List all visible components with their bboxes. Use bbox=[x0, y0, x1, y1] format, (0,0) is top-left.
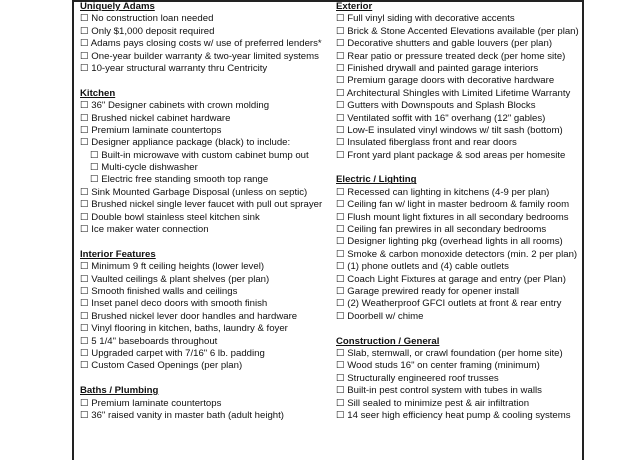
checklist-item: ☐ Garage prewired ready for opener install bbox=[336, 285, 519, 297]
checklist-item: ☐ (2) Weatherproof GFCI outlets at front & rear entry bbox=[336, 298, 562, 310]
checklist-item: ☐ Finished drywall and painted garage interiors bbox=[336, 62, 539, 74]
checklist-item: ☐ Upgraded carpet with 7/16" 6 lb. padding bbox=[80, 347, 265, 359]
checklist-item: ☐ Custom Cased Openings (per plan) bbox=[80, 360, 243, 372]
checklist-item: ☐ Brushed nickel lever door handles and hardware bbox=[80, 310, 298, 322]
section-heading: Uniquely Adams bbox=[80, 1, 155, 12]
checklist-item: ☐ Front yard plant package & sod areas per homesite bbox=[336, 149, 566, 161]
checklist-item: ☐ Premium garage doors with decorative hardware bbox=[336, 75, 555, 87]
checklist-item: ☐ Smooth finished walls and ceilings bbox=[80, 285, 238, 297]
checklist-item: ☐ Premium laminate countertops bbox=[80, 124, 222, 136]
checklist-item: ☐ 36" Designer cabinets with crown molding bbox=[80, 100, 270, 112]
checklist-item: ☐ Doorbell w/ chime bbox=[336, 310, 424, 322]
checklist-item: ☐ Designer appliance package (black) to include: bbox=[80, 137, 291, 149]
checklist-item: ☐ Designer lighting pkg (overhead lights in all rooms) bbox=[336, 236, 563, 248]
checklist-item: ☐ Structurally engineered roof trusses bbox=[336, 372, 499, 384]
checklist-item: ☐ Brushed nickel single lever faucet with pull out sprayer bbox=[80, 199, 323, 211]
checklist-item: ☐ Rear patio or pressure treated deck (per home site) bbox=[336, 50, 566, 62]
section-exterior bbox=[336, 1, 582, 162]
checklist-item: ☐ Vinyl flooring in kitchen, baths, laundry & foyer bbox=[80, 323, 288, 335]
checklist-item: ☐ Ceiling fan prewires in all secondary bedrooms bbox=[336, 224, 547, 236]
section-kitchen bbox=[80, 88, 332, 237]
checklist-item: ☐ Premium laminate countertops bbox=[80, 397, 222, 409]
checklist-item: ☐ Brushed nickel cabinet hardware bbox=[80, 112, 231, 124]
checklist-item: ☐ Smoke & carbon monoxide detectors (min. 2 per plan) bbox=[336, 248, 578, 260]
checklist-item: ☐ Electric free standing smooth top range bbox=[90, 174, 269, 186]
checklist-item: ☐ Wood studs 16" on center framing (minimum) bbox=[336, 360, 540, 372]
checklist-item: ☐ Double bowl stainless steel kitchen sink bbox=[80, 211, 260, 223]
left-column bbox=[80, 0, 332, 422]
checklist-item: ☐ Insulated fiberglass front and rear doors bbox=[336, 137, 517, 149]
section-electric-lighting bbox=[336, 174, 582, 323]
checklist-item: ☐ Recessed can lighting in kitchens (4-9 per plan) bbox=[336, 186, 550, 198]
checklist-item: ☐ (1) phone outlets and (4) cable outlets bbox=[336, 261, 509, 273]
checklist-item: ☐ Ice maker water connection bbox=[80, 224, 209, 236]
checklist-item: ☐ Minimum 9 ft ceiling heights (lower level) bbox=[80, 261, 265, 273]
section-heading: Interior Features bbox=[80, 248, 156, 260]
checklist-item: ☐ 10-year structural warranty thru Centricity bbox=[80, 62, 268, 74]
section-heading: Exterior bbox=[336, 1, 373, 12]
checklist-item: ☐ Vaulted ceilings & plant shelves (per plan) bbox=[80, 273, 270, 285]
checklist-item: ☐ Ceiling fan w/ light in master bedroom & family room bbox=[336, 199, 570, 211]
checklist-item: ☐ Flush mount light fixtures in all secondary bedrooms bbox=[336, 211, 569, 223]
checklist-item: ☐ 36" raised vanity in master bath (adult height) bbox=[80, 409, 284, 421]
section-heading: Construction / General bbox=[336, 335, 440, 347]
section-interior-features bbox=[80, 249, 332, 373]
section-heading: Baths / Plumbing bbox=[80, 385, 159, 397]
section-gap bbox=[336, 323, 582, 335]
checklist-item: ☐ Gutters with Downspouts and Splash Blocks bbox=[336, 100, 536, 112]
checklist-item: ☐ Low-E insulated vinyl windows w/ tilt sash (bottom) bbox=[336, 124, 563, 136]
section-gap bbox=[80, 373, 332, 385]
checklist-item: ☐ Multi-cycle dishwasher bbox=[90, 162, 198, 174]
checklist-item: ☐ 5 1/4" baseboards throughout bbox=[80, 335, 218, 347]
checklist-item: ☐ Decorative shutters and gable louvers (per plan) bbox=[336, 38, 553, 50]
right-column bbox=[336, 0, 582, 422]
checklist-item: ☐ Slab, stemwall, or crawl foundation (per home site) bbox=[336, 347, 563, 359]
section-uniquely-adams bbox=[80, 1, 332, 75]
checklist-item: ☐ Ventilated soffit with 16" overhang (12" gables) bbox=[336, 112, 546, 124]
checklist-item: ☐ Full vinyl siding with decorative accents bbox=[336, 13, 515, 25]
checklist-item: ☐ Built-in microwave with custom cabinet bump out bbox=[90, 149, 309, 161]
checklist-item: ☐ Built-in pest control system with tubes in walls bbox=[336, 385, 542, 397]
page-frame-right bbox=[582, 0, 584, 460]
section-construction-general bbox=[336, 336, 582, 423]
checklist-item: ☐ Inset panel deco doors with smooth finish bbox=[80, 298, 268, 310]
checklist-item: ☐ Adams pays closing costs w/ use of preferred lenders* bbox=[80, 38, 322, 50]
section-gap bbox=[336, 162, 582, 174]
page-frame-left bbox=[72, 0, 74, 460]
checklist-item: ☐ Architectural Shingles with Limited Lifetime Warranty bbox=[336, 87, 571, 99]
checklist-item: ☐ Coach Light Fixtures at garage and entry (per Plan) bbox=[336, 273, 566, 285]
section-gap bbox=[80, 75, 332, 87]
section-gap bbox=[80, 236, 332, 248]
checklist-item: ☐ No construction loan needed bbox=[80, 13, 214, 25]
checklist-item: ☐ 14 seer high efficiency heat pump & cooling systems bbox=[336, 409, 571, 421]
checklist-item: ☐ Only $1,000 deposit required bbox=[80, 25, 215, 37]
section-baths-plumbing bbox=[80, 385, 332, 422]
checklist-item: ☐ Sink Mounted Garbage Disposal (unless on septic) bbox=[80, 186, 308, 198]
section-heading: Electric / Lighting bbox=[336, 174, 417, 186]
checklist-item: ☐ Sill sealed to minimize pest & air infiltration bbox=[336, 397, 530, 409]
checklist-item: ☐ One-year builder warranty & two-year limited systems bbox=[80, 50, 319, 62]
checklist-item: ☐ Brick & Stone Accented Elevations available (per plan) bbox=[336, 25, 579, 37]
section-heading: Kitchen bbox=[80, 87, 116, 99]
